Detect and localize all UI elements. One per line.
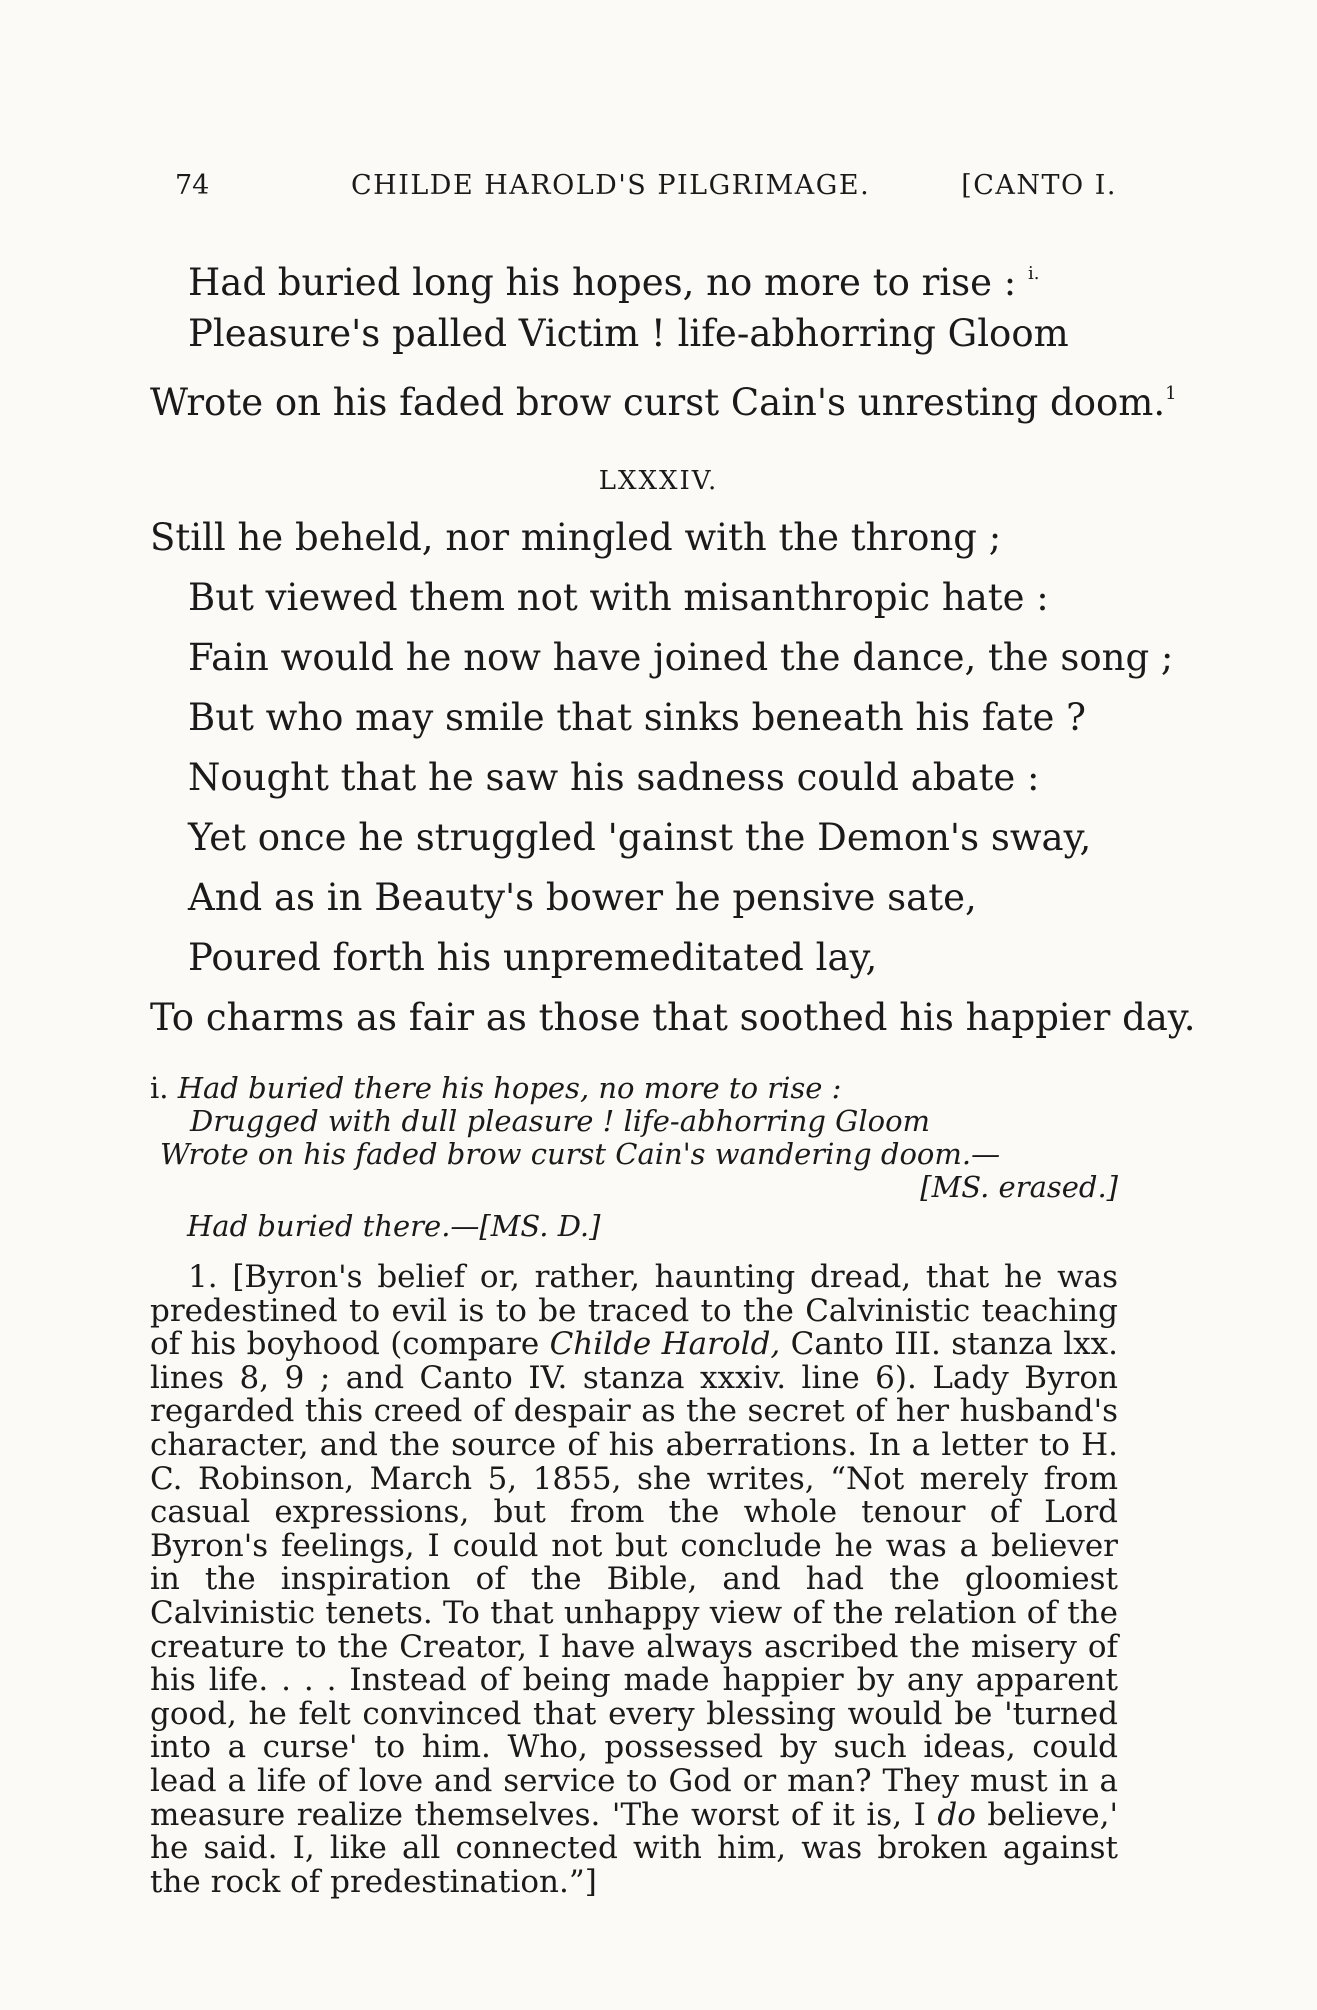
verse-line: Still he beheld, nor mingled with the throng ; bbox=[150, 516, 1002, 559]
verse-line: To charms as fair as those that soothed his happier day. bbox=[150, 996, 1196, 1039]
verse-line: Fain would he now have joined the dance, the song ; bbox=[188, 636, 1174, 679]
verse-line: But who may smile that sinks beneath his fate ? bbox=[188, 696, 1086, 739]
emphasis: do bbox=[937, 1796, 976, 1833]
footnote-1 bbox=[150, 1261, 1118, 1899]
footnote-text: 1. [Byron's belief or, rather, haunting dread, that he was predestined to evil is to be traced to the Calvinistic teaching of his boyhood (compare Childe Harold, Canto III. stanza lxx. lines 8, 9 ; and Canto IV. stanza xxxiv. line 6). Lady Byron regarded this creed of despair as the secret of her husband's character, and the source of his aberrations. In a letter to H. C. Robinson, March 5, 1855, she writes, “Not merely from casual expressions, but from the whole tenour of Lord Byron's feelings, I could not but conclude he was a believer in the inspiration of the Bible, and had the gloomiest Calvinistic tenets. To that unhappy view of the relation of the creature to the Creator, I have always ascribed the misery of his life. . . . Instead of being made happier by any apparent good, he felt convinced that every blessing would be 'turned into a curse' to him. Who, possessed by such ideas, could lead a life of love and service to God or man? They must in a measure realize themselves. 'The worst of it is, I do believe,' he said. I, like all connected with him, was broken against the rock of predestination.”] bbox=[150, 1259, 1118, 1900]
work-title: Childe Harold, bbox=[549, 1326, 781, 1363]
variant-line: Had buried there.—[MS. D.] bbox=[187, 1209, 601, 1243]
verse-line: But viewed them not with misanthropic hate : bbox=[188, 576, 1049, 619]
variant-source: [MS. erased.] bbox=[920, 1170, 1118, 1204]
page-number: 74 bbox=[175, 170, 210, 201]
verse-line: Had buried long his hopes, no more to rise : $^{i.}$ bbox=[188, 261, 1040, 304]
verse-line: And as in Beauty's bower he pensive sate, bbox=[188, 876, 977, 919]
verse-line: Pleasure's palled Victim ! life-abhorring Gloom bbox=[188, 312, 1069, 355]
variant-line: Drugged with dull pleasure ! life-abhorring Gloom bbox=[190, 1104, 931, 1138]
canto-label: [CANTO I. bbox=[961, 170, 1117, 201]
variant-line: Wrote on his faded brow curst Cain's wandering doom.— bbox=[160, 1137, 1001, 1171]
running-header bbox=[175, 170, 1117, 210]
stanza-number: LXXXIV. bbox=[598, 466, 719, 496]
variant-marker: i. bbox=[1028, 263, 1040, 284]
footnote-marker: 1 bbox=[1165, 383, 1177, 404]
verse-line: Nought that he saw his sadness could abate : bbox=[188, 756, 1040, 799]
verse-line: Wrote on his faded brow curst Cain's unresting doom.$^1$ bbox=[150, 381, 1177, 424]
variant-line: i. Had buried there his hopes, no more to rise : bbox=[150, 1071, 842, 1105]
footnote-marker: 1. bbox=[188, 1259, 218, 1295]
verse-line: Poured forth his unpremeditated lay, bbox=[188, 936, 878, 979]
running-title: CHILDE HAROLD'S PILGRIMAGE. bbox=[351, 170, 871, 201]
verse-line: Yet once he struggled 'gainst the Demon's sway, bbox=[188, 816, 1092, 859]
